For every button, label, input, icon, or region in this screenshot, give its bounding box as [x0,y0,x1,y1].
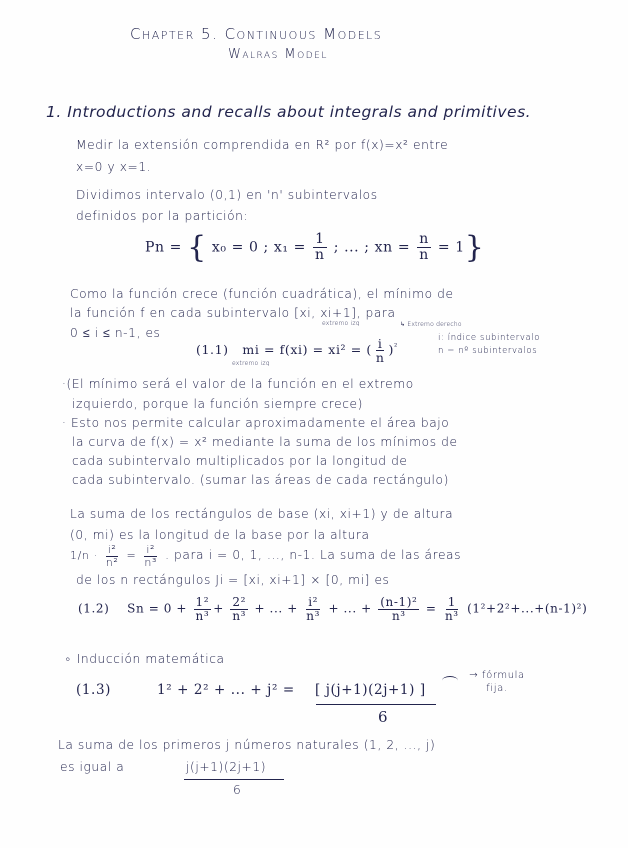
equation-1-3-lhs: 1² + 2² + ... + j² = [157,682,295,698]
bullet-1-line-1: ·(El mínimo será el valor de la función en el extremo [62,377,414,391]
fraction-i-over-n: $\frac{i}{n}$ [375,336,385,366]
equation-1-2: (1.2) Sn = 0 + $\frac{\text{1²}}{\text{n³}}$ + $\frac{\text{2²}}{\text{n³}}$ + ... + $\frac{\text{i²}}{\text{n³}}$ + ... + $\frac{\text{(n-1)²}}{\text{n³}}$ = $\frac{1}{\text{n³}}$ (1²+2²+...+(n-1)²) [78,595,588,623]
paragraph-2-line-2: definidos por la partición: [76,209,249,223]
fraction-one-over-n: 1/n [70,549,90,563]
bullet-1-line-2: izquierdo, porque la función siempre crece) [72,397,363,411]
formula-note: → fórmula fija. [469,670,525,694]
paragraph-5-line-2: es igual a [60,760,125,774]
term-i: $\frac{\text{i²}}{\text{n³}}$ [306,595,321,623]
chapter-subtitle: Walras Model [228,47,328,62]
equation-1-1: (1.1) mi = f(xi) = xi² = ( $\frac{i}{n}$ )$^{^2}$ [196,336,398,366]
equation-1-3-numerator: [ j(j+1)(2j+1) ] [315,682,426,698]
equation-1-3-denominator: 6 [378,708,389,726]
note-under-mi: extremo izq [232,360,270,367]
partition-body-1: x₀ = 0 ; x₁ = [211,239,312,256]
paragraph-4-line-2: (0, mi) es la longitud de la base por la altura [70,528,370,542]
final-fraction-bar [184,779,284,780]
equation-1-3-label: (1.3) [76,682,112,698]
fraction-i2-over-n3: $\frac{\text{i²}}{\text{n³}}$ [144,543,157,569]
arrow-icon [442,676,458,685]
final-denominator: 6 [233,783,242,797]
bullet-2-line-4: cada subintervalo. (sumar las áreas de cada rectángulo) [72,473,449,487]
fraction-i2-over-n2: $\frac{\text{i²}}{\text{n²}}$ [105,543,119,569]
bullet-2-line-1: · Esto nos permite calcular aproximadamente el área bajo [62,416,450,430]
section-heading: 1. Introductions and recalls about integrals and primitives. [46,103,532,121]
fraction-n-over-n: $\frac{n}{n}$ [419,231,429,263]
partition-body-3: = 1 [437,239,465,256]
note-count-n: n = nº subintervalos [438,346,538,356]
paragraph-2-line-1: Dividimos intervalo (0,1) en 'n' subintervalos [76,188,378,202]
note-extremo-izq: extremo izq [322,320,360,327]
paragraph-1-line-1: Medir la extensión comprendida en R² por f(x)=x² entre [76,138,449,152]
bullet-2-line-2: la curva de f(x) = x² mediante la suma de los mínimos de [72,435,458,449]
equation-label: (1.2) [78,601,110,616]
partition-lhs: Pn = [145,239,188,256]
equation-label: (1.1) [196,342,229,358]
term-1: $\frac{\text{1²}}{\text{n³}}$ [195,595,210,623]
bullet-3-induccion: ∘ Inducción matemática [64,652,225,666]
paragraph-3-line-2: la función f en cada subintervalo [xi, xi+1], para [70,306,396,320]
fraction-bar [316,704,436,705]
paragraph-3-line-3: 0 ≤ i ≤ n-1, es [70,326,161,340]
paragraph-5-line-1: La suma de los primeros j números naturales (1, 2, ..., j) [58,738,436,752]
partition-equation [145,230,484,265]
paragraph-1-line-2: x=0 y x=1. [76,160,152,174]
bullet-2-line-3: cada subintervalo multiplicados por la longitud de [72,454,408,468]
paragraph-4-line-3: 1/n · $\frac{\text{i²}}{\text{n²}}$ = $\frac{\text{i²}}{\text{n³}}$ . para i = 0, 1, ..., n-1. La suma de las áreas [70,543,462,569]
chapter-title: Chapter 5. Continuous Models [130,25,383,43]
note-extremo-derecho: ↳ Extremo derecho [400,321,462,328]
paragraph-3-line-1: Como la función crece (función cuadrática), el mínimo de [70,287,454,301]
term-2: $\frac{\text{2²}}{\text{n³}}$ [232,595,247,623]
paragraph-4-line-4: de los n rectángulos Ji = [xi, xi+1] × [0, mi] es [76,573,390,587]
term-last: $\frac{\text{(n-1)²}}{\text{n³}}$ [380,595,418,623]
paragraph-4-line-1: La suma de los rectángulos de base (xi, xi+1) y de altura [70,507,454,521]
partition-body-2: ; ... ; xn = [333,239,416,256]
factor-1-over-n3: $\frac{1}{\text{n³}}$ [444,595,459,623]
note-index-i: i: índice subintervalo [438,333,541,343]
left-brace: { [187,230,207,265]
final-numerator: j(j+1)(2j+1) [186,760,267,774]
fraction-1-over-n: $\frac{1}{n}$ [315,231,325,263]
right-brace: } [464,230,485,265]
